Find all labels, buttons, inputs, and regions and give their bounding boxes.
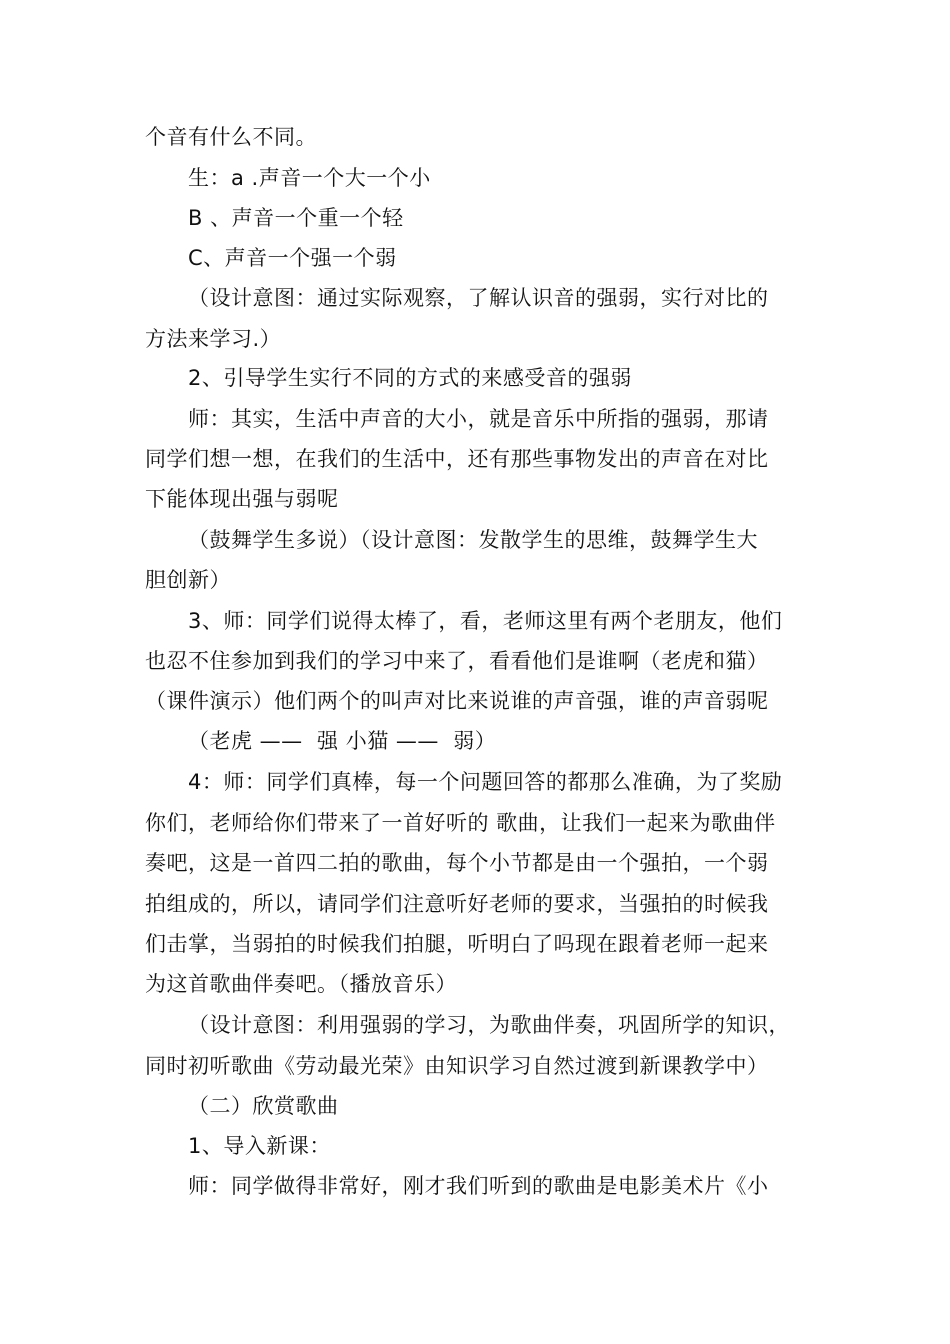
text-line: 同学们想一想，在我们的生活中，还有那些事物发出的声音在对比 xyxy=(145,447,769,471)
text-line: 你们，老师给你们带来了一首好听的 歌曲，让我们一起来为歌曲伴 xyxy=(145,811,776,835)
text-line: （二）欣赏歌曲 xyxy=(188,1094,339,1118)
text-line: 们击掌，当弱拍的时候我们拍腿，听明白了吗现在跟着老师一起来 xyxy=(145,932,769,956)
text-line: （课件演示）他们两个的叫声对比来说谁的声音强，谁的声音弱呢 xyxy=(145,689,769,713)
text-line: （鼓舞学生多说）（设计意图：发散学生的思维，鼓舞学生大 xyxy=(188,528,758,552)
text-line: 胆创新） xyxy=(145,568,231,592)
text-line: 1、导入新课： xyxy=(188,1134,331,1158)
text-line: 生：a .声音一个大一个小 xyxy=(188,166,431,190)
text-line: （设计意图：通过实际观察，了解认识音的强弱，实行对比的 xyxy=(188,286,769,310)
text-line: 拍组成的，所以，请同学们注意听好老师的要求，当强拍的时候我 xyxy=(145,892,769,916)
text-line: 4：师：同学们真棒，每一个问题回答的都那么准确，为了奖励 xyxy=(188,770,783,794)
text-line: 个音有什么不同。 xyxy=(145,125,317,149)
text-line: 同时初听歌曲《劳动最光荣》由知识学习自然过渡到新课教学中） xyxy=(145,1054,769,1078)
text-line: （设计意图：利用强弱的学习，为歌曲伴奏，巩固所学的知识， xyxy=(188,1013,790,1037)
text-line: 奏吧，这是一首四二拍的歌曲，每个小节都是由一个强拍，一个弱 xyxy=(145,851,769,875)
text-line: 也忍不住参加到我们的学习中来了，看看他们是谁啊（老虎和猫） xyxy=(145,649,769,673)
text-line: 3、师：同学们说得太棒了，看，老师这里有两个老朋友，他们 xyxy=(188,609,783,633)
text-line: 2、引导学生实行不同的方式的来感受音的强弱 xyxy=(188,366,632,390)
text-line: 下能体现出强与弱呢 xyxy=(145,487,339,511)
text-line: 师：同学做得非常好，刚才我们听到的歌曲是电影美术片《小 xyxy=(188,1174,769,1198)
text-line: B 、声音一个重一个轻 xyxy=(188,206,404,230)
text-line: C、声音一个强一个弱 xyxy=(188,246,397,270)
text-line: 为这首歌曲伴奏吧。（播放音乐） xyxy=(145,972,457,996)
text-line: 师：其实，生活中声音的大小，就是音乐中所指的强弱，那请 xyxy=(188,407,769,431)
text-line: 方法来学习.） xyxy=(145,327,282,351)
text-line: （老虎 —— 强 小猫 —— 弱） xyxy=(188,729,497,753)
